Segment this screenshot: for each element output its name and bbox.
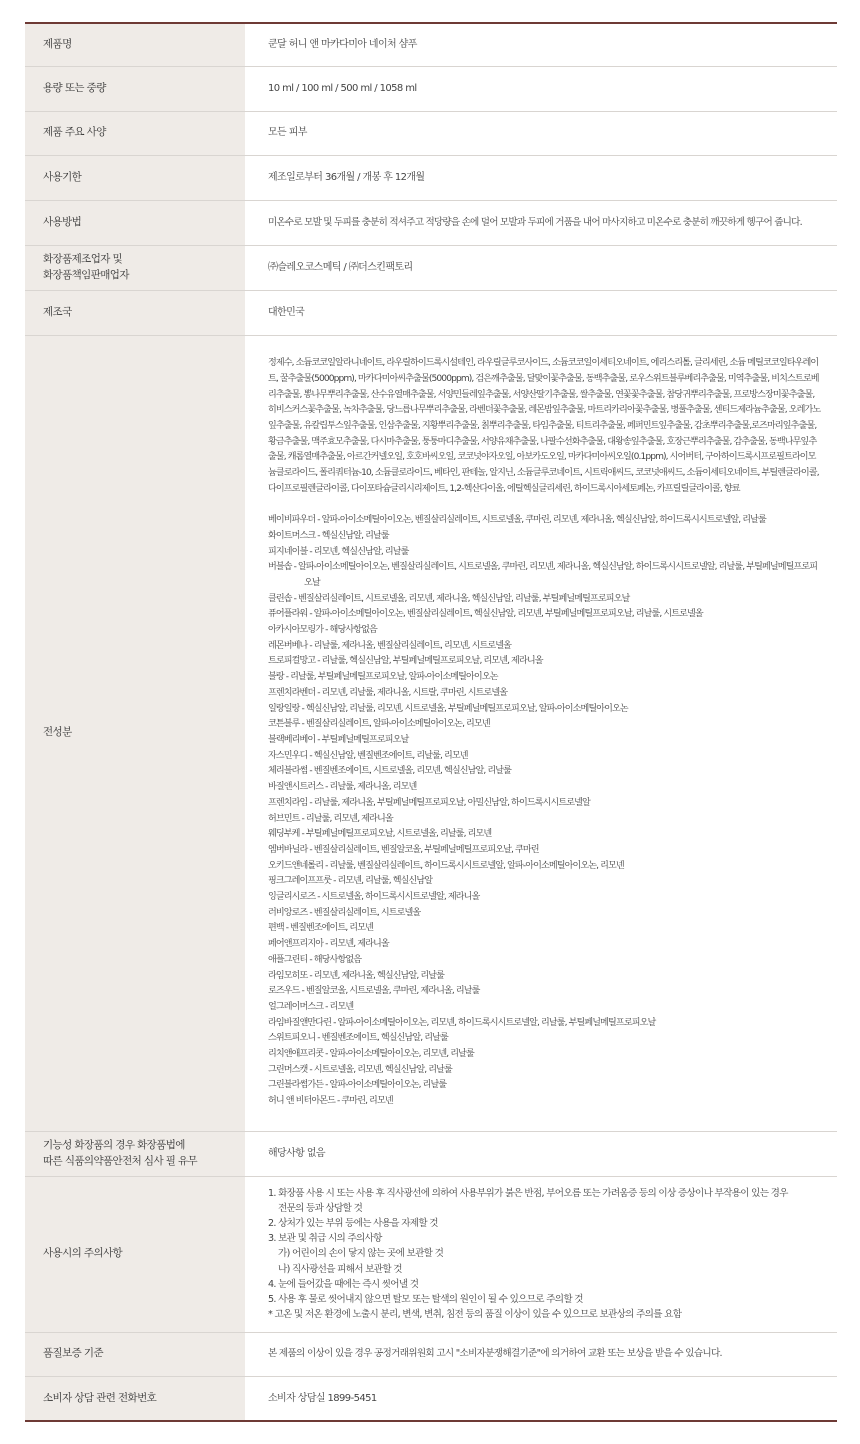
caution-item: 가) 어린이의 손이 닿지 않는 곳에 보관할 것	[278, 1248, 444, 1260]
value-manufacturer: ㈜슬레오코스메틱 / ㈜더스킨팩토리	[245, 245, 837, 290]
value-quality: 본 제품의 이상이 있을 경우 공정거래위원회 고시 "소비자분쟁해결기준"에 의거하여 교환 또는 보상을 받을 수 있습니다.	[245, 1332, 837, 1376]
fragrance-item: 그린머스캣 - 시트로넬올, 리모넨, 헥실신남알, 리날룰	[268, 1064, 452, 1075]
label-functional: 기능성 화장품의 경우 화장품법에 따른 식품의약품안전처 심사 필 유무	[25, 1131, 245, 1176]
caution-item: * 고온 및 저온 환경에 노출시 분리, 변색, 변취, 침전 등의 품질 이상이 있을 수 있으므로 보관상의 주의를 요함	[268, 1309, 682, 1321]
fragrance-item: 프렌치라임 - 리날룰, 제라니올, 부틸페닐메틸프로피오날, 아밀신남알, 하이드록시시트로넬알	[268, 797, 590, 808]
fragrance-item: 얼그레이머스크 - 리모넨	[268, 1001, 354, 1012]
label-ingredients: 전성분	[25, 335, 245, 1131]
fragrance-item: 퓨어플라워 - 알파-아이소메틸아이오논, 벤질살리실레이트, 헥실신남알, 리모넨, 부틸페닐메틸프로피오날, 리날룰, 시트로넬올	[268, 609, 703, 620]
fragrance-item: 레몬버베나 - 리날룰, 제라니올, 벤질살리실레이트, 리모넨, 시트로넬올	[268, 640, 512, 651]
row-ingredients	[25, 335, 837, 1131]
value-spec: 모든 피부	[245, 111, 837, 155]
fragrance-item: 스위트피오니 - 벤질벤조에이트, 헥실신남알, 리날룰	[268, 1033, 448, 1044]
fragrance-item: 리치앤애프리콧 - 알파-아이소메틸아이오논, 리모넨, 리날룰	[268, 1049, 474, 1060]
fragrance-item: 오키드앤네롤리 - 리날룰, 벤질살리실레이트, 하이드록시시트로넬알, 알파-아이소메틸아이오논, 리모넨	[268, 860, 624, 871]
caution-item: 2. 상처가 있는 부위 등에는 사용을 자제할 것	[268, 1217, 438, 1229]
fragrance-item: 핑크그레이프프룻 - 리모넨, 리날룰, 헥실신남알	[268, 876, 433, 887]
fragrance-item: 트로피컬망고 - 리날룰, 헥실신남알, 부틸페닐메틸프로피오날, 리모넨, 제라니올	[268, 656, 543, 667]
label-quality: 품질보증 기준	[25, 1332, 245, 1376]
caution-item: 나) 직사광선을 피해서 보관할 것	[278, 1263, 402, 1275]
fragrance-item: 클린솝 - 벤질살리실레이트, 시트로넬올, 리모넨, 제라니올, 헥실신남알, 리날룰, 부틸페닐메틸프로피오날	[268, 593, 630, 604]
value-phone: 소비자 상담실 1899-5451	[268, 1392, 377, 1404]
row-functional	[25, 1131, 837, 1176]
fragrance-item: 허브민트 - 리날룰, 리모넨, 제라니올	[268, 813, 393, 824]
fragrance-item: 그린블라썸가든 - 알파-아이소메틸아이오논, 리날룰	[268, 1080, 447, 1091]
ingredients-spacer	[268, 497, 821, 513]
label-cautions: 사용시의 주의사항	[25, 1176, 245, 1332]
caution-item: 3. 보관 및 취급 시의 주의사항	[268, 1233, 382, 1245]
product-info-table	[25, 22, 837, 1422]
ingredients-main: 정제수, 소듐코코일알라니네이트, 라우릴하이드록시설테인, 라우릴글루코사이드, 소듐코코일이세티오네이트, 에리스리톨, 글리세린, 소듐 메틸코코일타우레이트, 꿀추출물(5000ppm), 마카다미아씨추출물(5000ppm), 검은깨추출물, 달맞이꽃추출물, 동백추출물, 로우스위트블루베리추출물, 미역추출물, 비치스트로베리추출물, 뽕나무뿌리추출물, 산수유열매추출물, 서양민들레잎추출물, 서양산딸기추출물, 쌀추출물, 연꽃꽃추출물, 참당귀뿌리추출물, 프로방스장미꽃추출물, 히비스커스꽃추출물, 녹차추출물, 당느릅나무뿌리추출물, 라벤더꽃추출물, 레몬밤잎추출물, 마트리카리아꽃추출물, 병풀추출물, 센티드제라늄추출물, 오레가노잎추출물, 유칼립투스잎추출물, 인삼추출물, 지황뿌리추출물, 칡뿌리추출물, 타임추출물, 티트리추출물, 페퍼민트잎추출물, 감초뿌리추출물,로즈마리잎추출물, 황금추출물, 맥주효모추출물, 다시마추출물, 퉁퉁마디추출물, 서양유채추출물, 나팔수선화추출물, 대왕송잎추출물, 호장근뿌리추출물, 감추출물, 동백나무잎추출물, 캐롭열매추출물, 아르간커넬오일, 호호바씨오일, 코코넛야자오일, 아보카도오일, 마카다미아씨오일(0.1ppm), 시어버터, 구아하이드록시프로필트라이모늄클로라이드, 폴리쿼터늄-10, 소듐클로라이드, 베타인, 판테놀, 알지닌, 소듐글루코네이트, 시트릭애씨드, 코코넛애씨드, 소듐이세티오네이트, 부틸렌글라이콜, 다이프로필렌글라이콜, 다이포타슘글리시리제이트, 1,2-헥산다이올, 에틸헥실글리세린, 하이드록시아세토페논, 카프릴릴글라이콜, 향료	[268, 358, 821, 494]
fragrance-item: 엠버바닐라 - 벤질살리실레이트, 벤질알코올, 부틸페닐메틸프로피오날, 쿠마린	[268, 844, 539, 855]
fragrance-item: 자스민우디 - 헥실신남알, 벤질벤조에이트, 리날룰, 리모넨	[268, 750, 468, 761]
fragrance-item: 로즈우드 - 벤질알코올, 시트로넬올, 쿠마린, 제라니올, 리날룰	[268, 986, 480, 997]
product-info-sheet	[25, 22, 837, 1422]
fragrance-item: 베이비파우더 - 알파-아이소메틸아이오논, 벤질살리실레이트, 시트로넬올, 쿠마린, 리모넨, 제라니올, 헥실신남알, 하이드록시시트로넬알, 리날룰	[268, 515, 766, 526]
fragrance-item: 편백 - 벤질벤조에이트, 리모넨	[268, 923, 373, 934]
value-usage: 미온수로 모발 및 두피를 충분히 적셔주고 적당량을 손에 덜어 모발과 두피에 거품을 내어 마사지하고 미온수로 충분히 깨끗하게 헹구어 줍니다.	[245, 200, 837, 245]
row-cautions	[25, 1176, 837, 1332]
label-expiry: 사용기한	[25, 155, 245, 200]
label-phone: 소비자 상담 관련 전화번호	[25, 1376, 245, 1421]
value-cautions	[245, 1176, 837, 1332]
value-functional: 해당사항 없음	[245, 1131, 837, 1176]
value-expiry: 제조일로부터 36개월 / 개봉 후 12개월	[245, 155, 837, 200]
label-spec: 제품 주요 사양	[25, 111, 245, 155]
row-quality	[25, 1332, 837, 1376]
fragrance-item: 바질앤시트러스 - 리날룰, 제라니올, 리모넨	[268, 782, 417, 793]
value-ingredients	[245, 335, 837, 1131]
fragrance-item: 잉글리시로즈 - 시트로넬올, 하이드록시시트로넬알, 제라니올	[268, 892, 480, 903]
label-volume: 용량 또는 중량	[25, 66, 245, 111]
fragrance-list	[268, 513, 821, 1110]
fragrance-item: 프렌치라벤더 - 리모넨, 리날룰, 제라니올, 시트랄, 쿠마린, 시트로넬올	[268, 687, 508, 698]
fragrance-item: 페어앤프리지아 - 리모넨, 제라니올	[268, 939, 389, 950]
fragrance-item: 애플그린티 - 해당사항없음	[268, 954, 362, 965]
label-product-name: 제품명	[25, 23, 245, 66]
fragrance-item: 허니 앤 비터아몬드 - 쿠마린, 리모넨	[268, 1096, 393, 1107]
fragrance-item: 일랑일랑 - 헥실신남알, 리날룰, 리모넨, 시트로넬올, 부틸페닐메틸프로피오날, 알파-아이소메틸아이오논	[268, 703, 628, 714]
fragrance-item: 아카시아모링가 - 해당사항없음	[268, 625, 377, 636]
fragrance-item: 코튼블루 - 벤질살리실레이트, 알파-아이소메틸아이오논, 리모넨	[268, 719, 490, 730]
row-expiry	[25, 155, 837, 200]
caution-item: 5. 사용 후 물로 씻어내지 않으면 탈모 또는 탈색의 원인이 될 수 있으므로 주의할 것	[268, 1294, 583, 1305]
row-product-name	[25, 23, 837, 66]
fragrance-item: 피지네이블 - 리모넨, 헥실신남알, 리날룰	[268, 546, 409, 557]
value-origin: 대한민국	[245, 290, 837, 335]
row-usage	[25, 200, 837, 245]
fragrance-item: 라임바질앤만다린 - 알파-아이소메틸아이오논, 리모넨, 하이드록시시트로넬알, 리날룰, 부틸페닐메틸프로피오날	[268, 1017, 656, 1028]
fragrance-item: 버블솝 - 알파-아이소메틸아이오논, 벤질살리실레이트, 시트로넬올, 쿠마린, 리모넨, 제라니올, 헥실신남알, 하이드록시시트로넬알, 리날룰, 부틸페닐메틸프로피오날	[268, 562, 818, 588]
row-spec	[25, 111, 837, 155]
fragrance-item: 화이트머스크 - 헥실신남알, 리날룰	[268, 530, 389, 541]
caution-item: 전문의 등과 상담할 것	[278, 1202, 363, 1214]
label-manufacturer: 화장품제조업자 및 화장품책임판매업자	[25, 245, 245, 290]
label-origin: 제조국	[25, 290, 245, 335]
fragrance-item: 라임모히또 - 리모넨, 제라니올, 헥실신남알, 리날룰	[268, 970, 444, 981]
row-volume	[25, 66, 837, 111]
row-origin	[25, 290, 837, 335]
fragrance-item: 러비앙로즈 - 벤질살리실레이트, 시트로넬올	[268, 907, 421, 918]
value-product-name: 쿤달 허니 앤 마카다미아 네이처 샴푸	[245, 23, 837, 66]
value-volume: 10 ml / 100 ml / 500 ml / 1058 ml	[245, 66, 837, 111]
row-phone	[25, 1376, 837, 1421]
row-manufacturer	[25, 245, 837, 290]
caution-item: 1. 화장품 사용 시 또는 사용 후 직사광선에 의하여 사용부위가 붉은 반점, 부어오름 또는 가려움증 등의 이상 증상이나 부작용이 있는 경우	[268, 1187, 788, 1199]
fragrance-item: 블랑 - 리날룰, 부틸페닐메틸프로피오날, 알파-아이소메틸아이오논	[268, 672, 498, 683]
fragrance-item: 웨딩부케 - 부틸페닐메틸프로피오날, 시트로넬올, 리날룰, 리모넨	[268, 829, 492, 840]
caution-item: 4. 눈에 들어갔을 때에는 즉시 씻어낼 것	[268, 1278, 419, 1290]
fragrance-item: 블랙베리베이 - 부틸페닐메틸프로피오날	[268, 734, 409, 745]
fragrance-item: 체리블라썸 - 벤질벤조에이트, 시트로넬올, 리모넨, 헥실신남알, 리날룰	[268, 766, 512, 777]
label-usage: 사용방법	[25, 200, 245, 245]
